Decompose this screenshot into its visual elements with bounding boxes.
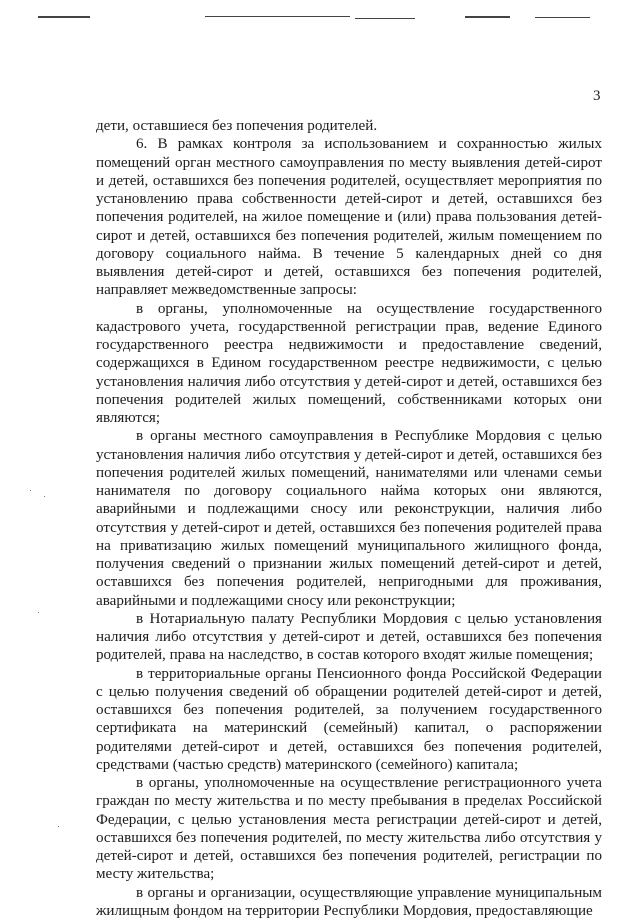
- scan-artifact-top-left: [38, 16, 90, 18]
- page-number: 3: [593, 88, 601, 105]
- margin-speck: [30, 490, 31, 491]
- margin-speck: [38, 612, 39, 613]
- scan-artifact-top-right: [465, 16, 510, 18]
- paragraph: дети, оставшиеся без попечения родителей.: [96, 117, 602, 135]
- paragraph: в территориальные органы Пенсионного фонда Российской Федерации с целью получения сведений об обращении родителей детей-сирот и детей, оставшихся без попечения родителей, за получением государственного сертификата на материнский (семейный) капитал, о распоряжении родителями детей-сирот и детей, оставшихся без попечения родителей, средствами (частью средств) материнского (семейного) капитала;: [96, 665, 602, 775]
- margin-speck: [44, 496, 45, 497]
- paragraph: в органы, уполномоченные на осуществление регистрационного учета граждан по месту жительства и по месту пребывания в пределах Российской Федерации, с целью установления места регистрации детей-сирот и детей, оставшихся без попечения родителей, по месту жительства либо отсутствия у детей-сирот и детей, оставшихся без попечения родителей, регистрации по месту жительства;: [96, 774, 602, 884]
- margin-speck: [58, 826, 59, 827]
- paragraph: в органы местного самоуправления в Республике Мордовия с целью установления наличия либо отсутствия у детей-сирот и детей, оставшихся без попечения родителей жилых помещений, нанимателями или членами семьи нанимателя по договору социального найма которых они являются, аварийными и подлежащими сносу или реконструкции, наличия либо отсутствия у детей-сирот и детей, оставшихся без попечения родителей права на приватизацию жилых помещений муниципального жилищного фонда, получения сведений о признании жилых помещений детей-сирот и детей, оставшихся без попечения родителей, непригодными для проживания, аварийными и подлежащими сносу или реконструкции;: [96, 427, 602, 610]
- paragraph: 6. В рамках контроля за использованием и сохранностью жилых помещений орган местного самоуправления по месту выявления детей-сирот и детей, оставшихся без попечения родителей, осуществляет мероприятия по установлению права собственности детей-сирот и детей, оставшихся без попечения родителей, на жилое помещение и (или) права пользования детей-сирот и детей, оставшихся без попечения родителей, жилым помещением по договору социального найма. В течение 5 календарных дней со дня выявления детей-сирот и детей, оставшихся без попечения родителей, направляет межведомственные запросы:: [96, 135, 602, 299]
- paragraph: в органы, уполномоченные на осуществление государственного кадастрового учета, государственной регистрации прав, ведение Единого государственного реестра недвижимости и предоставление сведений, содержащихся в Едином государственном реестре недвижимости, с целью установления наличия либо отсутствия у детей-сирот и детей, оставшихся без попечения родителей жилых помещений, собственниками которых они являются;: [96, 300, 602, 428]
- scan-artifact-top-mid2: [355, 18, 415, 19]
- document-body: [96, 117, 602, 920]
- scan-artifact-top-right2: [535, 17, 590, 18]
- scan-artifact-top-mid: [205, 16, 350, 17]
- paragraph: в органы и организации, осуществляющие управление муниципальным жилищным фондом на территории Республики Мордовия, предоставляющие: [96, 884, 602, 920]
- paragraph: в Нотариальную палату Республики Мордовия с целью установления наличия либо отсутствия у детей-сирот и детей, оставшихся без попечения родителей, права на наследство, в состав которого входят жилые помещения;: [96, 610, 602, 665]
